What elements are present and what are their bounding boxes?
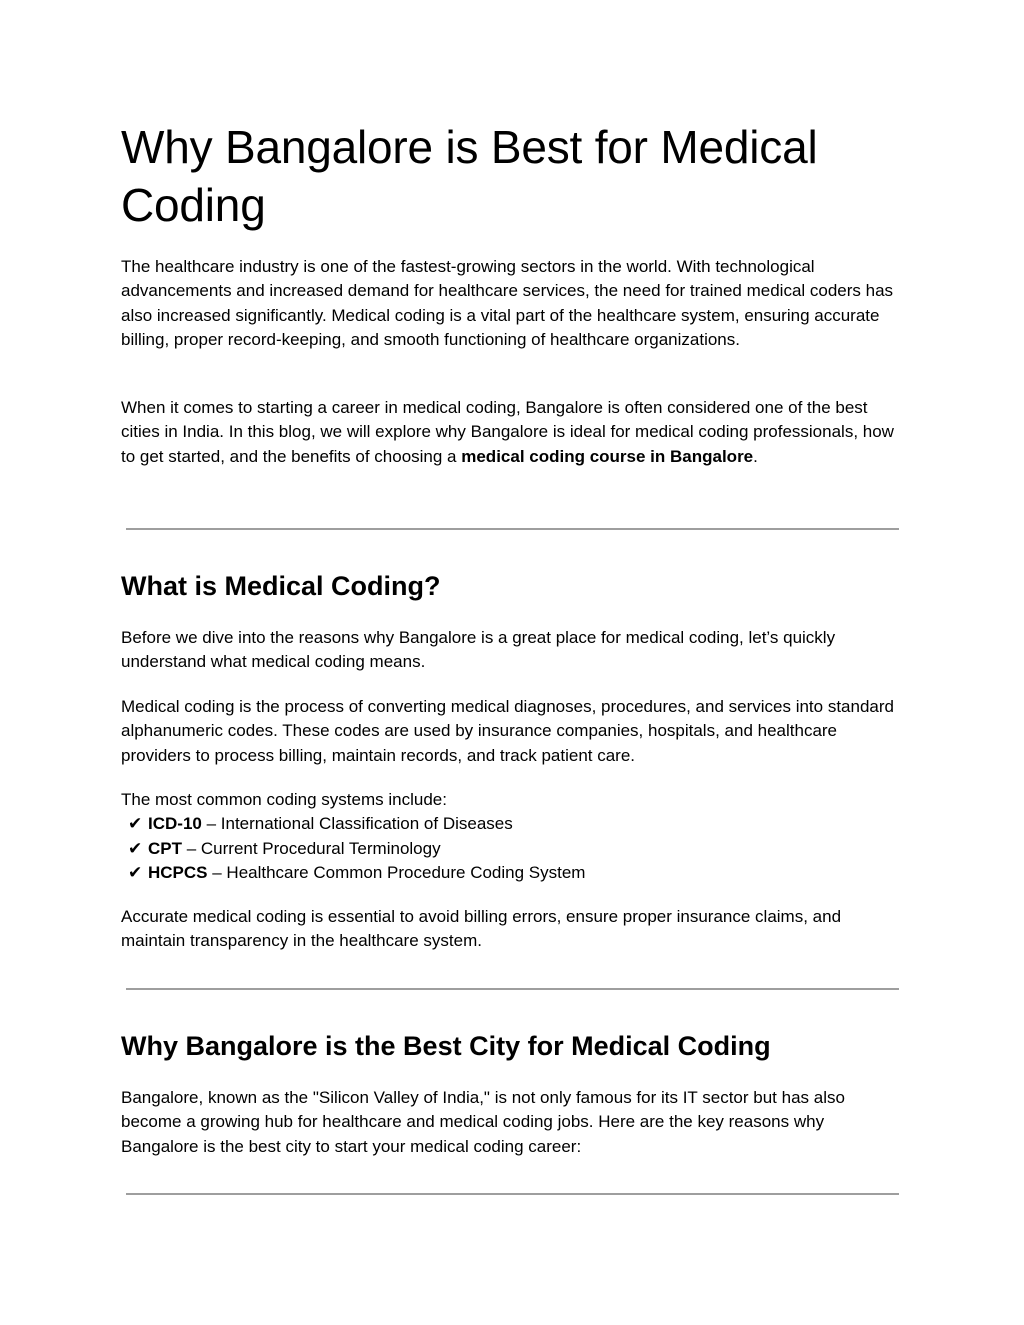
system-description: – Healthcare Common Procedure Coding System [207, 862, 586, 882]
section1-paragraph-2: Medical coding is the process of converting medical diagnoses, procedures, and services into standard alphanumeric codes. These codes are used by insurance companies, hospitals, and healthcare providers to process billing, maintain records, and track patient care. [121, 697, 894, 765]
coding-systems-block [121, 788, 903, 885]
section-divider-2 [126, 988, 899, 990]
system-description: – International Classification of Diseases [201, 814, 513, 834]
course-keyword: medical coding course in Bangalore [461, 446, 754, 466]
page-title: Why Bangalore is Best for Medical Coding [121, 121, 818, 231]
list-item [121, 837, 903, 861]
system-code: CPT [148, 838, 182, 858]
system-code: HCPCS [148, 862, 208, 882]
intro-paragraph-1: The healthcare industry is one of the fastest-growing sectors in the world. With technological advancements and increased demand for healthcare services, the need for trained medical coders has also increased significantly. Medical coding is a vital part of the healthcare system, ensuring accurate billing, proper record-keeping, and smooth functioning of healthcare organizations. [121, 257, 894, 349]
checkmark-icon: ✔ [128, 838, 143, 859]
checkmark-icon: ✔ [128, 814, 143, 835]
section2-paragraph-1: Bangalore, known as the "Silicon Valley of India," is not only famous for its IT sector but has also become a growing hub for healthcare and medical coding jobs. Here are the key reasons why Bangalore is the best city to start your medical coding career: [121, 1088, 845, 1156]
system-code: ICD-10 [148, 814, 202, 834]
section-divider-3 [126, 1193, 899, 1195]
coding-systems-list [121, 812, 903, 885]
intro-paragraph-2 [121, 396, 903, 469]
coding-systems-intro: The most common coding systems include: [121, 790, 447, 809]
section1-paragraph-1: Before we dive into the reasons why Bangalore is a great place for medical coding, let’s quickly understand what medical coding means. [121, 628, 836, 672]
section1-paragraph-3: Accurate medical coding is essential to avoid billing errors, ensure proper insurance claims, and maintain transparency in the healthcare system. [121, 907, 842, 951]
list-item [121, 812, 903, 836]
intro-paragraph-2-end: . [753, 446, 758, 466]
intro-paragraph-2-text: When it comes to starting a career in medical coding, Bangalore is often considered one of the best cities in India. In this blog, we will explore why Bangalore is ideal for medical coding professionals, how to get started, and the benefits of choosing a [121, 398, 894, 466]
section-divider-1 [126, 528, 899, 530]
checkmark-icon: ✔ [128, 862, 143, 883]
system-description: – Current Procedural Terminology [182, 838, 441, 858]
section-heading-why-bangalore: Why Bangalore is the Best City for Medical Coding [121, 1031, 771, 1061]
section-heading-what-is-medical-coding: What is Medical Coding? [121, 571, 441, 601]
list-item [121, 861, 903, 885]
